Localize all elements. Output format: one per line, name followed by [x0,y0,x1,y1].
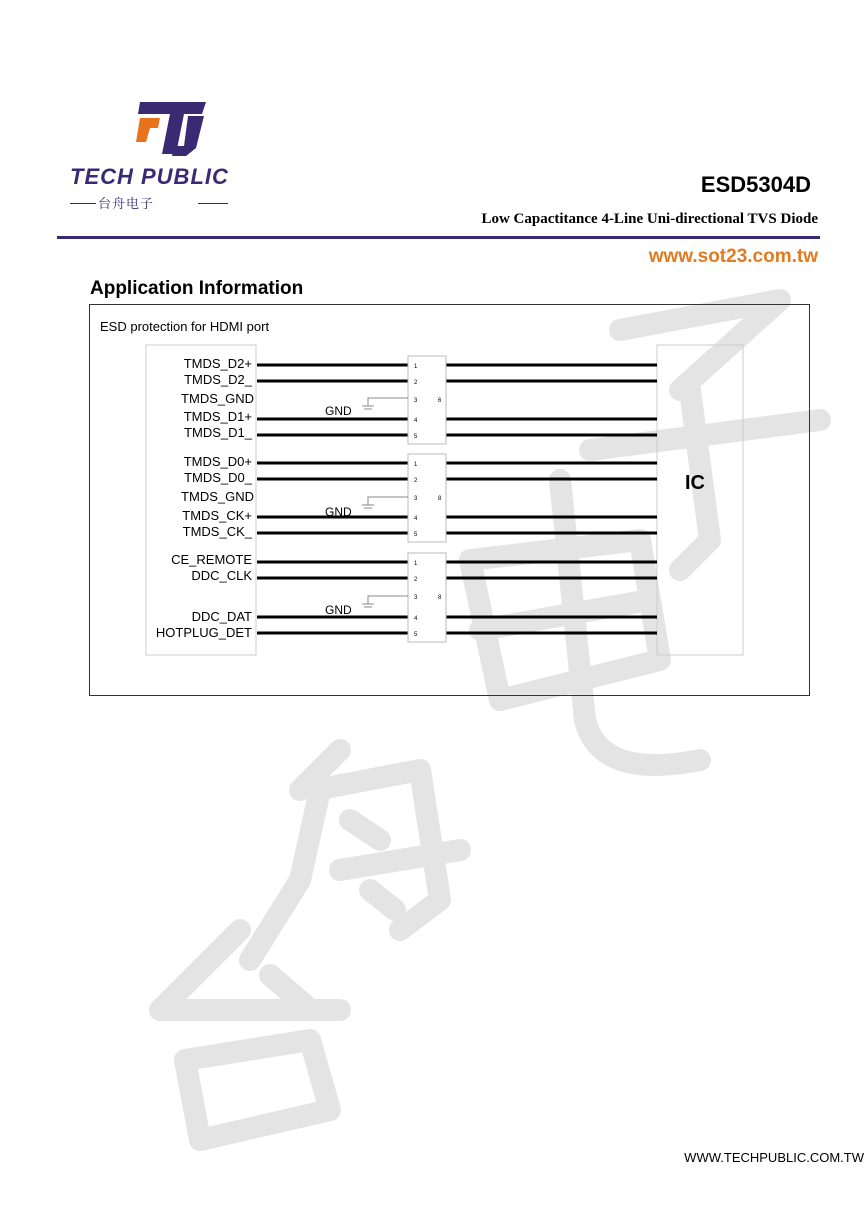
signal-label: TMDS_D0+ [183,454,252,469]
signal-label: TMDS_GND [181,391,254,406]
pin-label: 5 [414,632,418,638]
signal-label: TMDS_D0_ [184,470,252,485]
logo-subtitle: 台舟电子 [98,197,155,212]
pin-label: 8 [438,496,442,502]
website-link[interactable]: www.sot23.com.tw [648,246,818,267]
pin-label: 4 [414,418,418,424]
pin-label: 4 [414,516,418,522]
ic-label: IC [685,472,705,494]
pin-label: 2 [414,478,418,484]
diagram-caption: ESD protection for HDMI port [100,319,270,334]
pin-label: 6 [438,398,442,404]
group-1 [181,356,657,444]
signal-label: TMDS_D2+ [183,356,252,371]
gnd-label: GND [325,603,352,617]
pin-label: 3 [414,595,418,601]
product-description: Low Capactitance 4-Line Uni-directional TVS Diode [481,211,818,227]
signal-label: DDC_CLK [191,568,252,583]
part-number: ESD5304D [700,172,811,197]
group-2 [181,454,657,542]
pin-label: 4 [414,616,418,622]
ic-block [657,345,743,655]
pin-label: 1 [414,561,418,567]
pin-label: 1 [414,364,418,370]
pin-label: 3 [414,496,418,502]
signal-label: TMDS_D2_ [184,372,252,387]
signal-label: HOTPLUG_DET [155,625,252,640]
logo-name: TECH PUBLIC [70,164,229,189]
signal-label: TMDS_D1_ [184,425,252,440]
pin-label: 8 [438,595,442,601]
pin-label: 2 [414,577,418,583]
section-title: Application Information [90,278,304,299]
signal-label: TMDS_D1+ [183,409,252,424]
signal-label: TMDS_CK+ [182,508,252,523]
signal-label: CE_REMOTE [171,552,252,567]
pin-label: 5 [414,434,418,440]
signal-label: DDC_DAT [191,609,252,624]
pin-label: 2 [414,380,418,386]
footer-url[interactable]: WWW.TECHPUBLIC.COM.TW [684,1150,864,1165]
gnd-label: GND [325,505,352,519]
gnd-label: GND [325,404,352,418]
signal-label: TMDS_CK_ [182,524,252,539]
pin-label: 3 [414,398,418,404]
pin-label: 1 [414,462,418,468]
pin-label: 5 [414,532,418,538]
group-3 [156,552,657,642]
signal-label: TMDS_GND [181,489,254,504]
